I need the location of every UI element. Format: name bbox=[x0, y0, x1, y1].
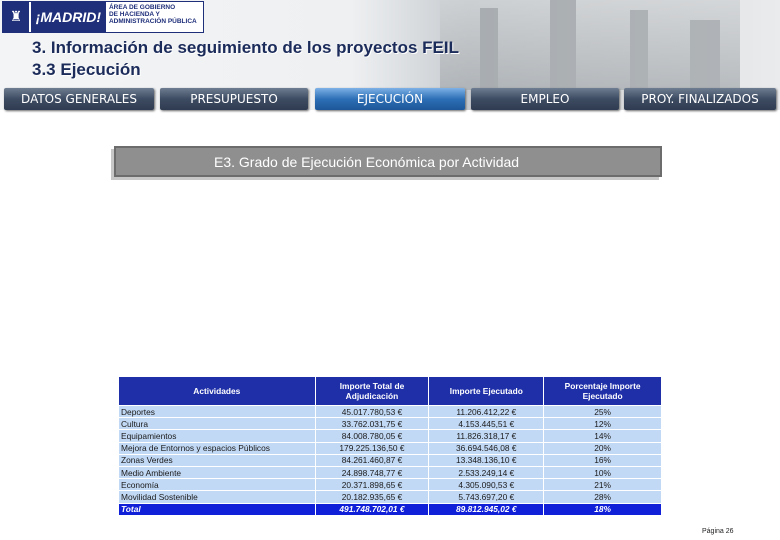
cell-porcentaje: 25% bbox=[544, 406, 662, 418]
cell-activity: Deportes bbox=[119, 406, 316, 418]
cell-porcentaje: 12% bbox=[544, 418, 662, 430]
cell-porcentaje: 28% bbox=[544, 491, 662, 503]
tab-datos-generales[interactable]: DATOS GENERALES bbox=[4, 88, 154, 110]
cell-total-adjudicacion: 491.748.702,01 € bbox=[315, 503, 429, 515]
execution-table bbox=[118, 376, 662, 516]
cell-ejecutado: 5.743.697,20 € bbox=[429, 491, 544, 503]
header-porcentaje: Porcentaje Importe Ejecutado bbox=[544, 377, 662, 406]
crest-icon: ♜ bbox=[3, 2, 29, 32]
cell-adjudicacion: 33.762.031,75 € bbox=[315, 418, 429, 430]
cell-adjudicacion: 20.182.935,65 € bbox=[315, 491, 429, 503]
cell-porcentaje: 16% bbox=[544, 454, 662, 466]
nav-tabs bbox=[0, 86, 780, 112]
tab-ejecucion[interactable]: EJECUCIÓN bbox=[315, 88, 465, 110]
cell-ejecutado: 13.348.136,10 € bbox=[429, 454, 544, 466]
cell-adjudicacion: 84.261.460,87 € bbox=[315, 454, 429, 466]
page-number: Página 26 bbox=[702, 528, 734, 535]
cell-adjudicacion: 24.898.748,77 € bbox=[315, 466, 429, 478]
page-title-line1: 3. Información de seguimiento de los proyectos FEIL bbox=[32, 38, 459, 57]
cell-ejecutado: 36.694.546,08 € bbox=[429, 442, 544, 454]
madrid-logo bbox=[2, 1, 204, 33]
cell-activity: Equipamientos bbox=[119, 430, 316, 442]
cell-activity: Movilidad Sostenible bbox=[119, 491, 316, 503]
table-row bbox=[119, 430, 662, 442]
section-title: E3. Grado de Ejecución Económica por Actividad bbox=[114, 146, 662, 177]
cell-activity: Economía bbox=[119, 479, 316, 491]
header-actividades: Actividades bbox=[119, 377, 316, 406]
cell-ejecutado: 4.305.090,53 € bbox=[429, 479, 544, 491]
cell-activity: Mejora de Entornos y espacios Públicos bbox=[119, 442, 316, 454]
tab-proy-finalizados[interactable]: PROY. FINALIZADOS bbox=[624, 88, 776, 110]
cell-adjudicacion: 45.017.780,53 € bbox=[315, 406, 429, 418]
cell-ejecutado: 11.206.412,22 € bbox=[429, 406, 544, 418]
cell-ejecutado: 11.826.318,17 € bbox=[429, 430, 544, 442]
cell-total-porcentaje: 18% bbox=[544, 503, 662, 515]
table-row bbox=[119, 418, 662, 430]
table-row bbox=[119, 406, 662, 418]
cell-porcentaje: 14% bbox=[544, 430, 662, 442]
cell-adjudicacion: 179.225.136,50 € bbox=[315, 442, 429, 454]
cell-activity: Medio Ambiente bbox=[119, 466, 316, 478]
page-title-line2: 3.3 Ejecución bbox=[32, 60, 141, 79]
cell-activity: Zonas Verdes bbox=[119, 454, 316, 466]
table-row bbox=[119, 454, 662, 466]
cell-ejecutado: 4.153.445,51 € bbox=[429, 418, 544, 430]
cell-total-label: Total bbox=[119, 503, 316, 515]
cell-porcentaje: 10% bbox=[544, 466, 662, 478]
cell-porcentaje: 21% bbox=[544, 479, 662, 491]
tab-empleo[interactable]: EMPLEO bbox=[471, 88, 619, 110]
logo-brand: ¡MADRID! bbox=[31, 2, 106, 32]
table-total-row bbox=[119, 503, 662, 515]
cell-ejecutado: 2.533.249,14 € bbox=[429, 466, 544, 478]
header-importe-adjudicacion: Importe Total de Adjudicación bbox=[315, 377, 429, 406]
cell-total-ejecutado: 89.812.945,02 € bbox=[429, 503, 544, 515]
table-row bbox=[119, 466, 662, 478]
table-row bbox=[119, 479, 662, 491]
logo-area-text: ÁREA DE GOBIERNO DE HACIENDA Y ADMINISTRACIÓN PÚBLICA bbox=[108, 4, 197, 25]
table-row bbox=[119, 491, 662, 503]
page-title bbox=[32, 37, 459, 81]
cell-porcentaje: 20% bbox=[544, 442, 662, 454]
tab-presupuesto[interactable]: PRESUPUESTO bbox=[160, 88, 308, 110]
building-image bbox=[440, 0, 740, 90]
table-header-row bbox=[119, 377, 662, 406]
cell-activity: Cultura bbox=[119, 418, 316, 430]
table-row bbox=[119, 442, 662, 454]
header-importe-ejecutado: Importe Ejecutado bbox=[429, 377, 544, 406]
cell-adjudicacion: 20.371.898,65 € bbox=[315, 479, 429, 491]
cell-adjudicacion: 84.008.780,05 € bbox=[315, 430, 429, 442]
